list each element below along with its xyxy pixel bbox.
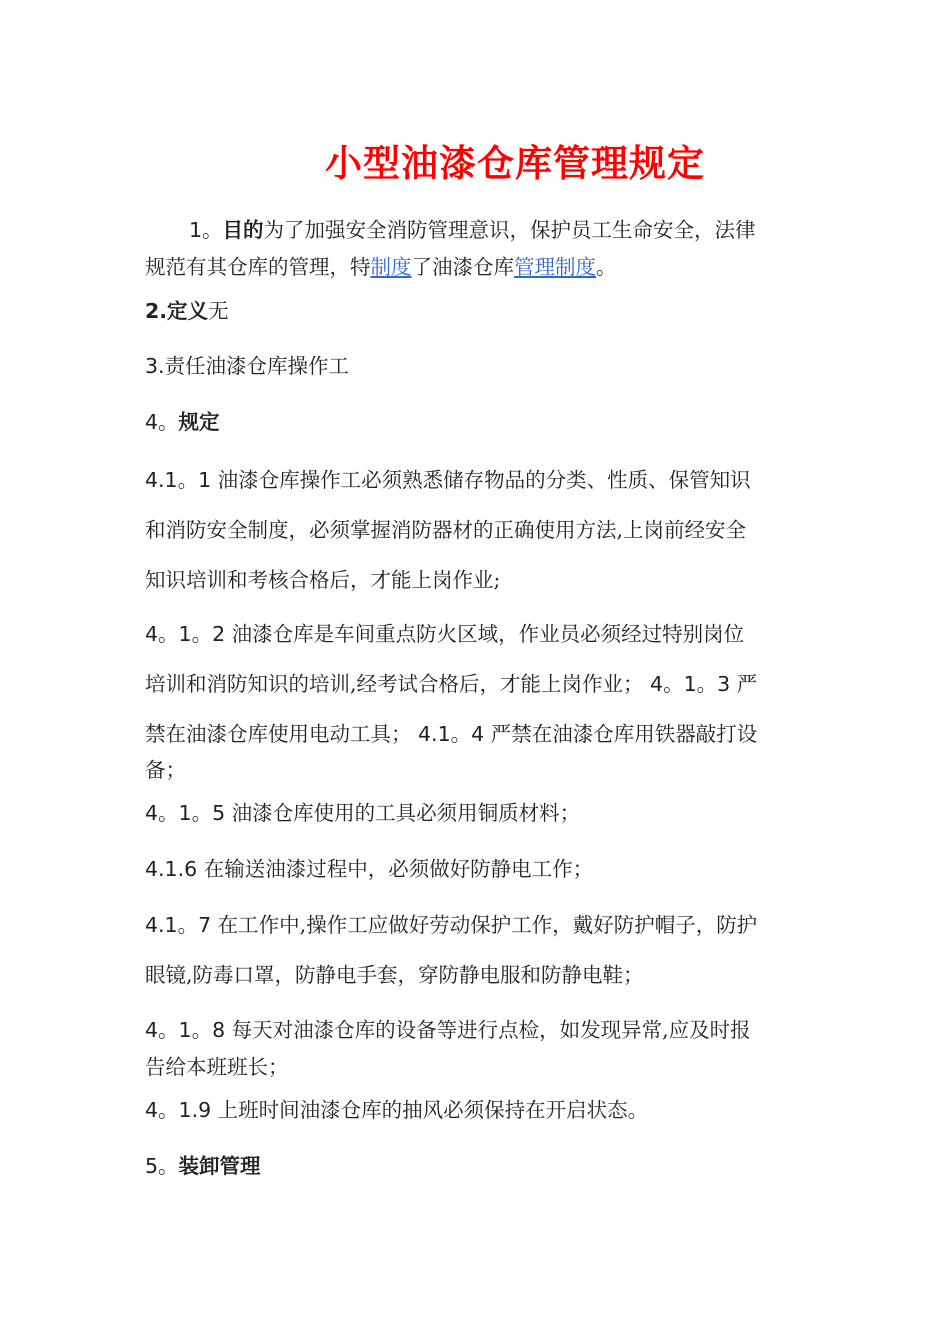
section-rules-number: 4。 [145,410,179,434]
rule-4-1-8-line-1 [145,1012,815,1049]
rule-4-1-3-text-1: 严 [730,672,758,696]
section-responsibility-text: 责任油漆仓库操作工 [164,354,350,378]
section-definition [145,293,815,329]
document-title: 小型油漆仓库管理规定 [325,142,705,185]
section-rules-label: 规定 [178,410,220,434]
rule-4-1-8-line-2: 告给本班班长； [145,1055,289,1079]
rule-4-1-7-line-2: 眼镜,防毒口罩，防静电手套，穿防静电服和防静电鞋； [145,963,644,987]
rule-4-1-8 [145,1012,815,1086]
rule-4-1-1-line-1 [145,455,815,505]
rule-4-1-6 [145,851,815,887]
rule-4-1-7 [145,900,815,1000]
rule-4-1-9-number: 4。1.9 [145,1098,212,1122]
rule-4-1-2-line-1 [145,609,815,659]
rule-4-1-8-text-1: 每天对油漆仓库的设备等进行点检，如发现异常,应及时报 [225,1018,751,1042]
rule-4-1-1-line-3: 知识培训和考核合格后，才能上岗作业; [145,568,501,592]
section-purpose-line-2 [145,249,815,286]
section-definition-label: 2.定义 [145,299,209,323]
rule-4-1-7-line-1 [145,900,815,950]
link-zhidu[interactable]: 制度 [370,255,412,279]
rule-4-1-1-number: 4.1。1 [145,468,212,492]
rule-4-1-1 [145,455,815,605]
rule-4-1-3-number: 4。1。3 [643,672,731,696]
section-loading-label: 装卸管理 [178,1154,261,1178]
rule-4-1-1-line-2: 和消防安全制度，必须掌握消防器材的正确使用方法,上岗前经安全 [145,518,747,542]
rule-4-1-2-text-2: 培训和消防知识的培训,经考试合格后，才能上岗作业； [145,672,644,696]
rule-4-1-9-text: 上班时间油漆仓库的抽风必须保持在开启状态。 [211,1098,649,1122]
rule-4-1-5-number: 4。1。5 [145,801,226,825]
rule-4-1-5 [145,795,815,831]
rule-4-1-4-number: 4.1。4 [411,722,485,746]
section-purpose-text-d: 。 [596,255,617,279]
section-purpose-number: 1。 [189,218,223,242]
rule-4-1-3-text-2: 禁在油漆仓库使用电动工具； [145,722,412,746]
section-responsibility [145,348,815,384]
section-loading [145,1148,815,1184]
rule-4-1-6-number: 4.1.6 [145,857,198,881]
rule-4-1-6-text: 在输送油漆过程中，必须做好防静电工作； [197,857,594,881]
section-purpose-text-b: 规范有其仓库的管理，特 [145,255,371,279]
rule-4-1-4-text-1: 严禁在油漆仓库用铁器敲打设 [484,722,758,746]
section-purpose [145,212,815,286]
rule-4-1-1-text-1: 油漆仓库操作工必须熟悉储存物品的分类、性质、保管知识 [211,468,751,492]
rule-4-1-2 [145,609,815,759]
rule-4-1-7-text-1: 在工作中,操作工应做好劳动保护工作，戴好防护帽子，防护 [211,913,758,937]
rule-4-1-8-number: 4。1。8 [145,1018,226,1042]
rule-4-1-4-text-2: 备； [145,758,186,782]
rule-4-1-2-number: 4。1。2 [145,622,226,646]
section-responsibility-number: 3. [145,354,165,378]
section-purpose-text-c: 了油漆仓库 [411,255,514,279]
link-guanli-zhidu[interactable]: 管理制度 [514,255,596,279]
section-definition-text: 无 [208,299,229,323]
section-purpose-label: 目的 [222,218,264,242]
rule-4-1-4-tail [145,752,815,788]
rule-4-1-5-text: 油漆仓库使用的工具必须用铜质材料； [225,801,581,825]
rule-4-1-2-text-1: 油漆仓库是车间重点防火区域，作业员必须经过特别岗位 [225,622,745,646]
rule-4-1-2-line-2 [145,659,815,709]
section-purpose-text-a: 为了加强安全消防管理意识，保护员工生命安全，法律 [263,218,756,242]
rule-4-1-7-number: 4.1。7 [145,913,212,937]
section-rules [145,404,815,440]
section-loading-number: 5。 [145,1154,179,1178]
rule-4-1-9 [145,1092,815,1128]
section-purpose-line-1 [145,212,815,249]
